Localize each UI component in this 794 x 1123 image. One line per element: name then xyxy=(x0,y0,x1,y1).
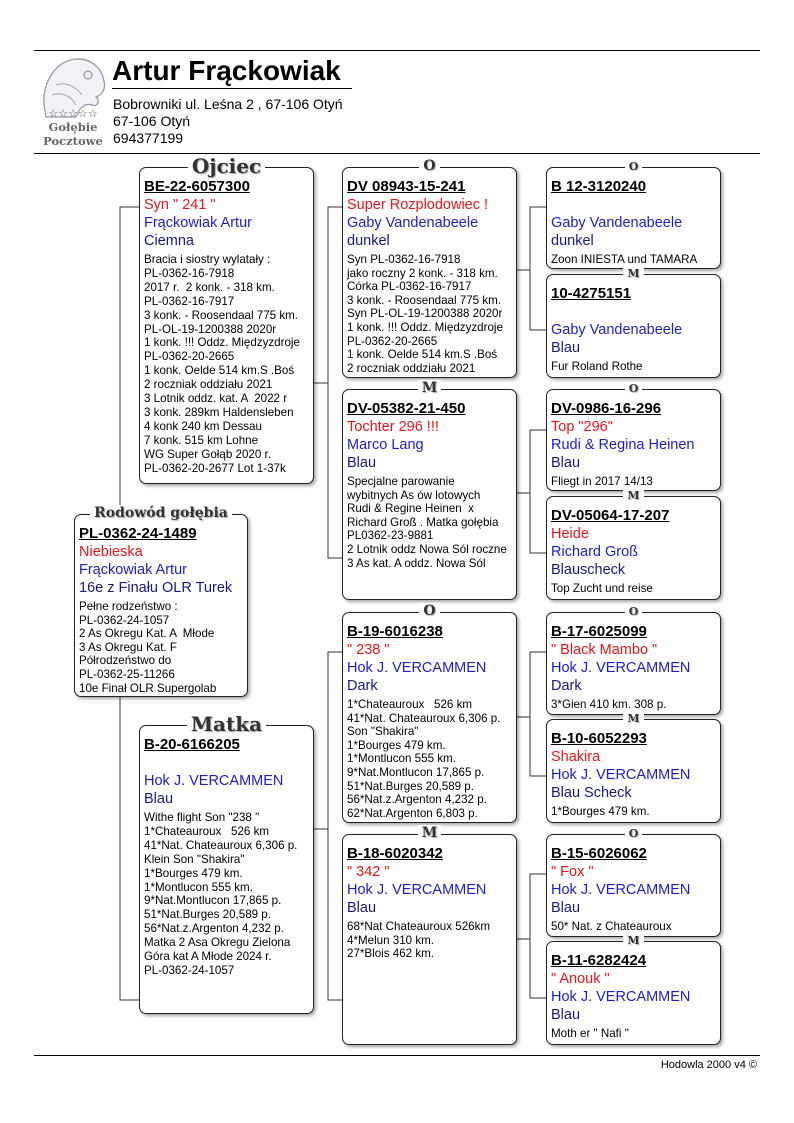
svg-text:Gołębie: Gołębie xyxy=(48,120,98,134)
pigeon-card-mfm xyxy=(546,712,721,823)
note-line: PL-0362-24-1057 xyxy=(144,963,235,977)
note-line: Richard Groß . Matka gołębia xyxy=(347,515,499,529)
address-line: Bobrowniki ul. Leśna 2 , 67-106 Otyń xyxy=(113,96,343,112)
note-line: 9*Nat.Montlucon 17,865 p. xyxy=(144,894,282,908)
note-line: 9*Nat.Montlucon 17,865 p. xyxy=(347,765,485,779)
note-line: Fur Roland Rothe xyxy=(551,360,643,373)
note-line: Top Zucht und reise xyxy=(551,582,653,595)
achievement-notes xyxy=(551,698,720,712)
breeder-name: Richard Groß xyxy=(551,544,639,560)
pigeon-color: Blau xyxy=(347,900,377,916)
achievement-notes xyxy=(144,253,313,476)
ring-number: DV-05064-17-207 xyxy=(551,507,670,524)
pigeon-name: " Black Mambo " xyxy=(551,642,658,658)
breeder-name: Hok J. VERCAMMEN xyxy=(551,882,691,898)
pigeon-card-mmf xyxy=(546,827,721,937)
breeder-name: Hok J. VERCAMMEN xyxy=(551,767,691,783)
note-line: 50* Nat. z Chateauroux xyxy=(551,920,672,933)
breeder-name: Gaby Vandenabeele xyxy=(347,215,479,231)
note-line: Półrodzeństwo do xyxy=(79,654,172,668)
note-line: 2 Lotnik oddz Nowa Sól roczne xyxy=(347,542,507,556)
note-line: 2 As Okregu Kat. A Młode xyxy=(79,627,215,641)
note-line: Góra kat A Młode 2024 r. xyxy=(144,950,272,964)
card-title-wrap xyxy=(343,380,516,396)
card-title: M xyxy=(418,825,442,841)
owner-name: Artur Frąckowiak xyxy=(112,55,352,89)
note-line: 56*Nat.z.Argenton 4,232 p. xyxy=(347,793,487,807)
ring-number: B-18-6020342 xyxy=(347,845,443,862)
note-line: 27*Blois 462 km. xyxy=(347,947,434,961)
breeder-name: Hok J. VERCAMMEN xyxy=(347,882,487,898)
pigeon-color: Ciemna xyxy=(144,233,194,249)
pigeon-color: Blau xyxy=(551,455,581,471)
note-line: jako roczny 2 konk. - 318 km. xyxy=(347,266,498,280)
achievement-notes xyxy=(551,253,720,267)
card-title-wrap xyxy=(547,605,720,618)
ring-number: B-20-6166205 xyxy=(144,736,240,753)
breeder-name: Frąckowiak Artur xyxy=(144,215,252,231)
note-line: Rudi & Regine Heinen x xyxy=(347,502,474,516)
breeder-name: Hok J. VERCAMMEN xyxy=(551,989,691,1005)
note-line: PL-0362-24-1057 xyxy=(79,613,170,627)
footer-credit: Hodowla 2000 v4 © xyxy=(660,1059,757,1071)
note-line: PL-OL-19-1200388 2020r xyxy=(144,322,277,336)
breeder-name: Marco Lang xyxy=(347,437,424,453)
note-line: 1*Montlucon 555 km. xyxy=(347,752,456,766)
ring-number: PL-0362-24-1489 xyxy=(79,525,197,542)
pigeon-name: " 238 " xyxy=(347,642,390,658)
card-title: M xyxy=(623,934,643,947)
note-line: 51*Nat.Burges 20,589 p. xyxy=(347,779,474,793)
breeder-name: Hok J. VERCAMMEN xyxy=(144,773,284,789)
note-line: 7 konk. 515 km Lohne xyxy=(144,433,259,447)
achievement-notes xyxy=(551,1027,720,1041)
note-line: Matka 2 Asa Okregu Zielona xyxy=(144,936,291,950)
note-line: Bracia i siostry wylatały : xyxy=(144,253,271,266)
card-title: Ojciec xyxy=(188,154,265,178)
achievement-notes xyxy=(144,811,313,978)
card-title-wrap xyxy=(547,382,720,395)
pigeon-name: Shakira xyxy=(551,749,601,765)
card-title: Rodowód gołębia xyxy=(90,505,232,521)
pigeon-color: Blau Scheck xyxy=(551,785,632,801)
pigeon-name: " Fox " xyxy=(551,864,594,880)
note-line: PL-0362-20-2665 xyxy=(347,334,438,348)
note-line: WG Super Gołąb 2020 r. xyxy=(144,447,271,461)
note-line: 1*Bourges 479 km. xyxy=(347,738,446,752)
ring-number: 10-4275151 xyxy=(551,285,632,302)
pigeon-color: 16e z Finału OLR Turek xyxy=(79,580,233,596)
note-line: PL-0362-16-7918 xyxy=(144,266,235,280)
achievement-notes xyxy=(79,600,247,695)
card-title-wrap xyxy=(343,158,516,174)
footer-rule xyxy=(34,1055,760,1056)
note-line: 41*Nat. Chateauroux 6,306 p. xyxy=(144,838,298,852)
note-line: 10e Finał OLR Supergolab xyxy=(79,681,217,695)
card-title-wrap xyxy=(547,712,720,725)
pigeon-name xyxy=(551,196,720,214)
note-line: 1 konk. !!! Oddz. Międzyzdroje xyxy=(144,336,300,350)
breeder-name: Gaby Vandenabeele xyxy=(551,322,683,338)
pigeon-name: " Anouk " xyxy=(551,971,610,987)
pigeon-color: Blau xyxy=(144,791,174,807)
note-line: PL-0362-20-2665 xyxy=(144,350,235,364)
note-line: 1 konk. Oelde 514 km.S .Boś xyxy=(144,364,295,378)
note-line: Klein Son "Shakira" xyxy=(144,852,245,866)
achievement-notes xyxy=(347,253,516,375)
pigeon-card-mother xyxy=(139,712,314,1014)
note-line: 1*Bourges 479 km. xyxy=(144,866,243,880)
card-title-wrap xyxy=(140,712,313,736)
note-line: 2 roczniak oddziału 2021 xyxy=(144,378,273,392)
achievement-notes xyxy=(551,920,720,934)
ring-number: B-10-6052293 xyxy=(551,730,647,747)
note-line: Córka PL-0362-16-7917 xyxy=(347,280,472,294)
note-line: Son "Shakira" xyxy=(347,725,419,739)
pigeon-color: Blau xyxy=(347,455,377,471)
pigeon-card-mff xyxy=(546,605,721,715)
card-title: O xyxy=(625,827,643,840)
card-title-wrap xyxy=(343,825,516,841)
note-line: Zoon INIESTA und TAMARA xyxy=(551,253,698,266)
pigeon-color: Blauscheck xyxy=(551,562,626,578)
svg-text:Pocztowe: Pocztowe xyxy=(43,134,103,148)
phone-line: 694377199 xyxy=(113,130,184,146)
ring-number: DV 08943-15-241 xyxy=(347,178,466,195)
pigeon-color: dunkel xyxy=(347,233,390,249)
card-title-wrap xyxy=(547,267,720,280)
note-line: 1*Montlucon 555 km. xyxy=(144,880,253,894)
pigeon-color: Dark xyxy=(347,678,378,694)
note-line: 56*Nat.z.Argenton 4,232 p. xyxy=(144,922,284,936)
pigeon-name: Heide xyxy=(551,526,589,542)
note-line: Pełne rodzeństwo : xyxy=(79,600,178,613)
pigeon-name: Syn " 241 " xyxy=(144,197,216,213)
achievement-notes xyxy=(347,920,516,961)
pigeon-card-ff xyxy=(342,158,517,378)
breeder-name: Gaby Vandenabeele xyxy=(551,215,683,231)
note-line: 62*Nat.Argenton 6,803 p. xyxy=(347,806,478,820)
note-line: 1 konk. !!! Oddz. Międzyzdroje xyxy=(347,320,503,334)
note-line: PL-0362-20-2677 Lot 1-37k xyxy=(144,461,286,475)
note-line: PL-0362-16-7917 xyxy=(144,294,235,308)
note-line: 3*Gien 410 km. 308 p. xyxy=(551,698,667,711)
note-line: 2 roczniak oddziału 2021 xyxy=(347,361,476,375)
pigeon-card-fmf xyxy=(546,382,721,491)
note-line: Syn PL-0362-16-7918 xyxy=(347,253,461,266)
pigeon-card-mmm xyxy=(546,934,721,1045)
note-line: 51*Nat.Burges 20,589 p. xyxy=(144,908,271,922)
card-title: M xyxy=(418,380,442,396)
note-line: 4 konk 240 km Dessau xyxy=(144,419,262,433)
note-line: 3 konk. 289km Haldensleben xyxy=(144,405,294,419)
note-line: 3 konk. - Roosendaal 775 km. xyxy=(144,308,299,322)
card-title-wrap xyxy=(547,934,720,947)
pigeon-name: " 342 " xyxy=(347,864,390,880)
achievement-notes xyxy=(347,475,516,570)
note-line: 1*Chateauroux 526 km xyxy=(144,824,270,838)
note-line: 3 As kat. A oddz. Nowa Sól xyxy=(347,556,486,570)
ring-number: DV-05382-21-450 xyxy=(347,400,466,417)
note-line: 1*Chateauroux 526 km xyxy=(347,698,473,711)
pigeon-card-fff xyxy=(546,160,721,269)
card-title-wrap xyxy=(140,154,313,178)
card-title: M xyxy=(623,712,643,725)
pigeon-name: Super Rozplodowiec ! xyxy=(347,197,489,213)
note-line: Moth er " Nafi " xyxy=(551,1027,629,1040)
card-title-wrap xyxy=(343,603,516,619)
city-line: 67-106 Otyń xyxy=(113,113,191,129)
svg-text:☆☆☆☆☆: ☆☆☆☆☆ xyxy=(48,107,98,120)
pigeon-color: Blau xyxy=(551,1007,581,1023)
ring-number: B 12-3120240 xyxy=(551,178,647,195)
note-line: PL-0362-25-11266 xyxy=(79,667,175,681)
pigeon-color: Dark xyxy=(551,678,582,694)
card-title: O xyxy=(419,158,439,174)
note-line: Fliegt in 2017 14/13 xyxy=(551,475,653,488)
card-title: M xyxy=(623,489,643,502)
note-line: Withe flight Son "238 " xyxy=(144,811,260,824)
card-title: O xyxy=(625,382,643,395)
pigeon-color: Blau xyxy=(551,340,581,356)
pigeon-name: Niebieska xyxy=(79,544,143,560)
pigeon-color: Blau xyxy=(551,900,581,916)
card-title-wrap xyxy=(75,505,247,521)
card-title-wrap xyxy=(547,827,720,840)
pigeon-card-fm xyxy=(342,380,517,600)
card-title: O xyxy=(419,603,439,619)
note-line: wybitnych As ów lotowych xyxy=(347,488,481,502)
ring-number: B-17-6025099 xyxy=(551,623,647,640)
note-line: 3 Lotnik oddz. kat. A 2022 r xyxy=(144,392,288,406)
note-line: 4*Melun 310 km. xyxy=(347,933,434,947)
pigeon-card-father xyxy=(139,154,314,484)
pigeon-name: Top "296" xyxy=(551,419,613,435)
card-title-wrap xyxy=(547,160,720,173)
note-line: Syn PL-OL-19-1200388 2020r xyxy=(347,307,503,321)
achievement-notes xyxy=(551,805,720,819)
pigeon-card-subject xyxy=(74,505,248,697)
pigeon-card-ffm xyxy=(546,267,721,378)
ring-number: B-11-6282424 xyxy=(551,952,647,969)
breeder-name: Hok J. VERCAMMEN xyxy=(551,660,691,676)
breeder-name: Rudi & Regina Heinen xyxy=(551,437,695,453)
card-title: O xyxy=(625,160,643,173)
ring-number: B-19-6016238 xyxy=(347,623,443,640)
pigeon-name xyxy=(144,754,313,772)
ring-number: BE-22-6057300 xyxy=(144,178,250,195)
breeder-name: Hok J. VERCAMMEN xyxy=(347,660,487,676)
breeder-name: Frąckowiak Artur xyxy=(79,562,187,578)
card-title: Matka xyxy=(187,712,266,736)
note-line: 1 konk. Oelde 514 km.S .Boś xyxy=(347,348,498,362)
note-line: 41*Nat. Chateauroux 6,306 p. xyxy=(347,711,501,725)
card-title: O xyxy=(625,605,643,618)
ring-number: DV-0986-16-296 xyxy=(551,400,662,417)
ring-number: B-15-6026062 xyxy=(551,845,647,862)
card-title: M xyxy=(623,267,643,280)
note-line: 3 konk. - Roosendaal 775 km. xyxy=(347,293,502,307)
pigeon-name: Tochter 296 !!! xyxy=(347,419,439,435)
achievement-notes xyxy=(551,475,720,489)
achievement-notes xyxy=(551,360,720,374)
achievement-notes xyxy=(551,582,720,596)
note-line: 2017 r. 2 konk. - 318 km. xyxy=(144,280,275,294)
note-line: 1*Bourges 479 km. xyxy=(551,805,650,818)
pigeon-color: dunkel xyxy=(551,233,594,249)
card-title-wrap xyxy=(547,489,720,502)
pigeon-card-mm xyxy=(342,825,517,1045)
note-line: 68*Nat Chateauroux 526km xyxy=(347,920,491,933)
note-line: Specjalne parowanie xyxy=(347,475,455,488)
pigeon-card-fmm xyxy=(546,489,721,600)
note-line: PL0362-23-9881 xyxy=(347,529,434,543)
achievement-notes xyxy=(347,698,516,820)
pigeon-name xyxy=(551,303,720,321)
pigeon-card-mf xyxy=(342,603,517,823)
note-line: 3 As Okregu Kat. F xyxy=(79,640,177,654)
